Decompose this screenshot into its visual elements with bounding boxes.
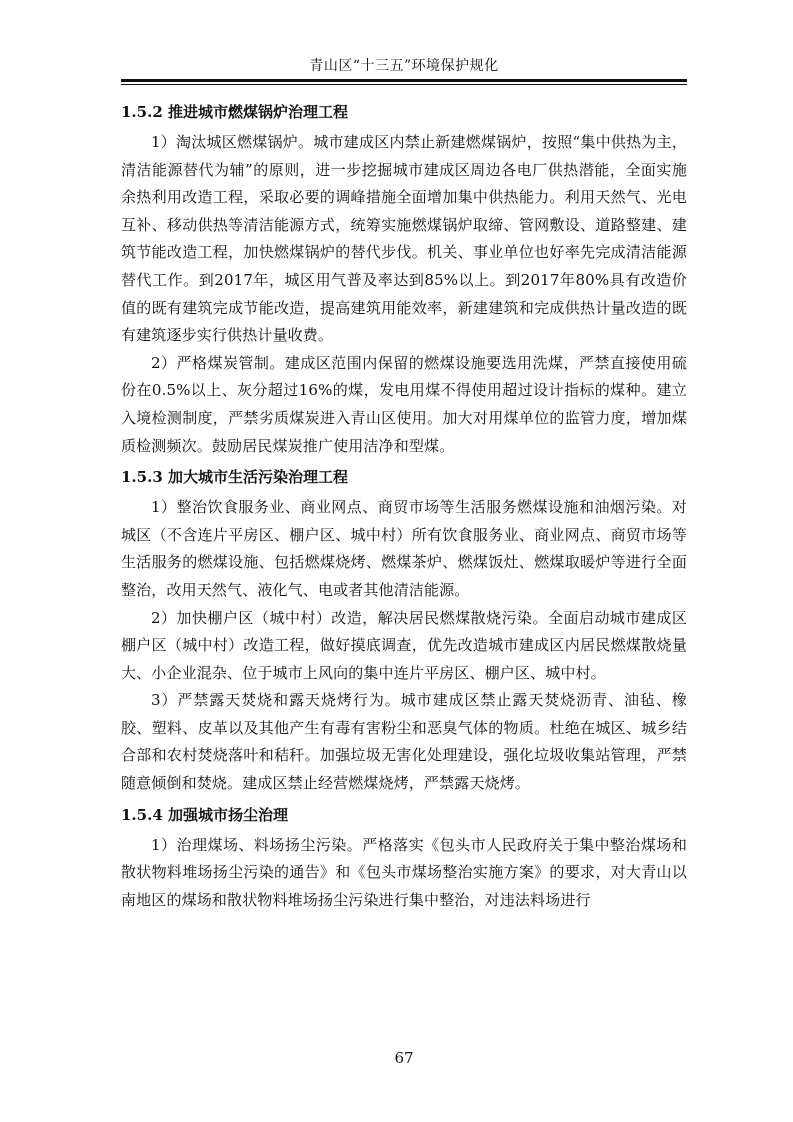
section-1-5-4 <box>121 798 687 915</box>
header-rule-thin <box>121 84 687 85</box>
running-header: 青山区“十三五”环境保护规化 <box>309 58 499 74</box>
page-number: 67 <box>394 1049 414 1067</box>
header-rule-thick <box>121 79 687 82</box>
section-heading: 1.5.4 加强城市扬尘治理 <box>121 805 288 824</box>
paragraph: 1）整治饮食服务业、商业网点、商贸市场等生活服务燃煤设施和油烟污染。对城区（不含连片平房区、棚户区、城中村）所有饮食服务业、商业网点、商贸市场等生活服务的燃煤设施、包括燃煤烧烤、燃煤茶炉、燃煤饭灶、燃煤取暖炉等进行全面整治，改用天然气、液化气、电或者其他清洁能源。 <box>121 498 687 599</box>
paragraph: 2）严格煤炭管制。建成区范围内保留的燃煤设施要选用洗煤，严禁直接使用硫份在0.5%以上、灰分超过16%的煤，发电用煤不得使用超过设计指标的煤种。建立入境检测制度，严禁劣质煤炭进入青山区使用。加大对用煤单位的监管力度，增加煤质检测频次。鼓励居民煤炭推广使用洁净和型煤。 <box>121 353 687 455</box>
section-1-5-2 <box>121 95 687 460</box>
section-1-5-3 <box>121 460 687 798</box>
paragraph: 2）加快棚户区（城中村）改造，解决居民燃煤散烧污染。全面启动城市建成区棚户区（城中村）改造工程，做好摸底调查，优先改造城市建成区内居民燃煤散烧量大、小企业混杂、位于城市上风向的集中连片平房区、棚户区、城中村。 <box>121 608 687 682</box>
section-heading: 1.5.3 加大城市生活污染治理工程 <box>121 468 348 487</box>
paragraph: 1）淘汰城区燃煤锅炉。城市建成区内禁止新建燃煤锅炉，按照“集中供热为主，清洁能源替代为辅”的原则，进一步挖掘城市建成区周边各电厂供热潜能，全面实施余热利用改造工程，采取必要的调峰措施全面增加集中供热能力。利用天然气、光电互补、移动供热等清洁能源方式，统筹实施燃煤锅炉取缔、管网敷设、道路整建、建筑节能改造工程，加快燃煤锅炉的替代步伐。机关、事业单位也好率先完成清洁能源替代工作。到2017年，城区用气普及率达到85%以上。到2017年80%具有改造价值的既有建筑完成节能改造，提高建筑用能效率，新建建筑和完成供热计量改造的既有建筑逐步实行供热计量收费。 <box>121 133 687 345</box>
page-body <box>121 95 687 914</box>
paragraph: 1）治理煤场、料场扬尘污染。严格落实《包头市人民政府关于集中整治煤场和散状物料堆场扬尘污染的通告》和《包头市煤场整治实施方案》的要求，对大青山以南地区的煤场和散状物料堆场扬尘污染进行集中整治，对违法料场进行 <box>121 835 687 909</box>
section-heading: 1.5.2 推进城市燃煤锅炉治理工程 <box>121 103 348 121</box>
paragraph: 3）严禁露天焚烧和露天烧烤行为。城市建成区禁止露天焚烧沥青、油毡、橡胶、塑料、皮革以及其他产生有毒有害粉尘和恶臭气体的物质。杜绝在城区、城乡结合部和农村焚烧落叶和秸秆。加强垃圾无害化处理建设，强化垃圾收集站管理，严禁随意倾倒和焚烧。建成区禁止经营燃煤烧烤，严禁露天烧烤。 <box>121 691 687 793</box>
